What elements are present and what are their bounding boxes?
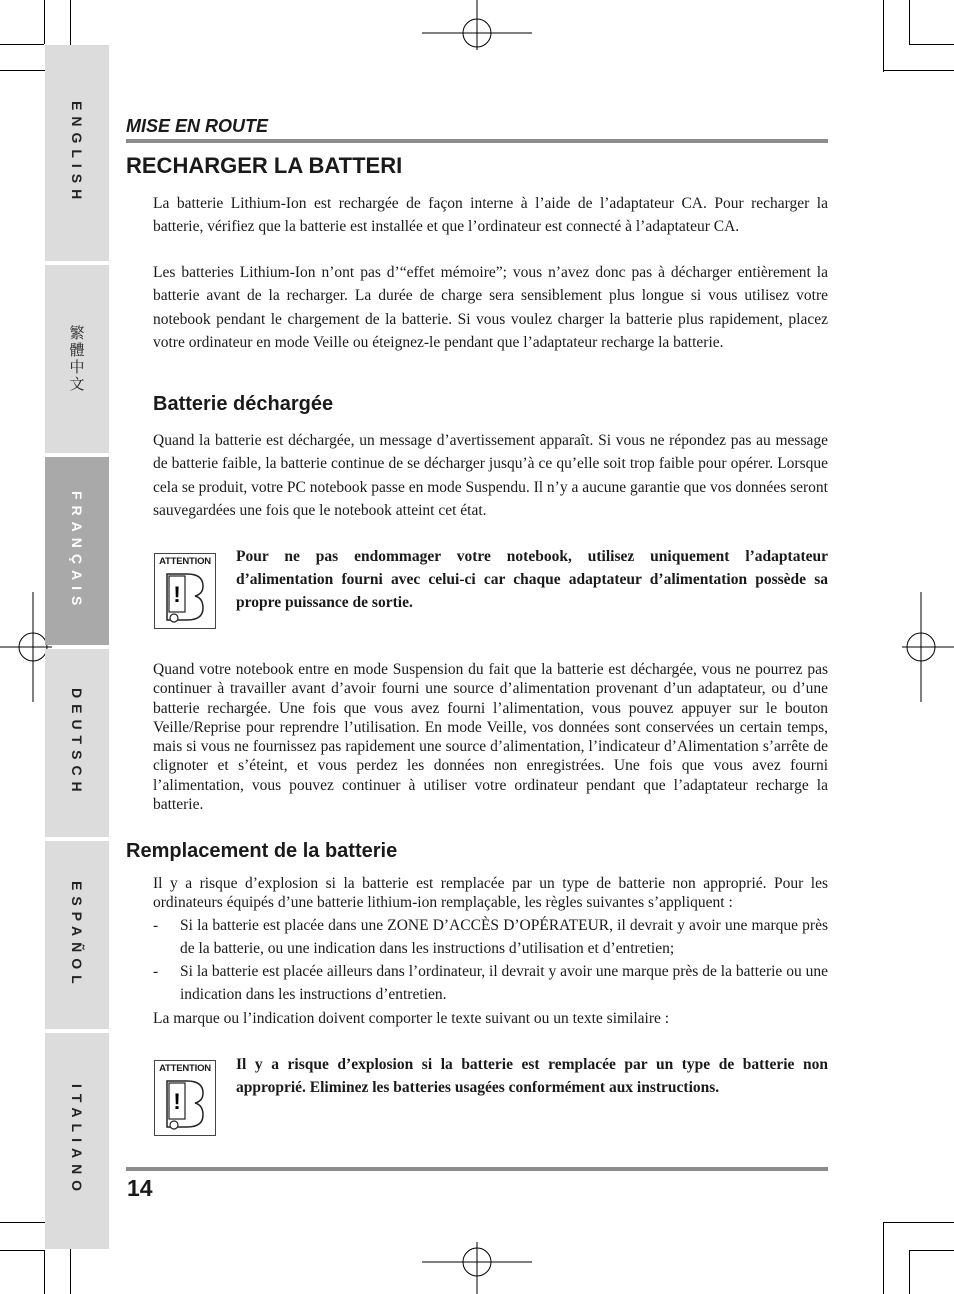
tab-deutsch[interactable]: [45, 649, 109, 837]
svg-text:!: !: [173, 1089, 181, 1114]
attention-warning-explosion: Il y a risque d’explosion si la batterie est remplacée par un type de batterie non approprié. Eliminez les batteries usagées conformément aux instructions.: [236, 1056, 828, 1096]
memory-paragraph: Les batteries Lithium-Ion n’ont pas d’“effet mémoire”; vous n’avez donc pas à décharger entièrement la batterie avant de la recharger. La durée de charge sera sensiblement plus longue si vous utilisez votre notebook pendant le chargement de la batterie. Si vous voulez charger la batterie plus rapidement, placez votre ordinateur en mode Veille ou éteignez-le pendant que l’adaptateur recharge la batterie.: [153, 264, 828, 351]
attention-icon: [154, 553, 216, 629]
tab-espanol[interactable]: [45, 841, 109, 1029]
tab-label: ESPAÑOL: [69, 880, 85, 990]
attention-label: ATTENTION: [159, 1063, 211, 1074]
bullet-dash: -: [153, 963, 159, 980]
suspend-paragraph: Quand votre notebook entre en mode Suspension du fait que la batterie est déchargée, vous ne pourrez pas continuer à travailler avant d’avoir fourni une source d’alimentation provenant d’un adaptateur, ou d’une batterie rechargée. Une fois que vous avez fourni l’alimentation, vous pouvez appuyer sur le bouton Veille/Reprise pour reprendre l’utilisation. En mode Veille, vos données sont conservées un certain temps, mais si vous ne fournissez pas rapidement une source d’alimentation, l’indicateur d’Alimentation s’arrête de clignoter et s’éteint, et vous perdez les données non enregistrées. Une fois que vous avez fourni l’alimentation, vous pouvez continuer à utiliser votre ordinateur pendant que l’adaptateur recharge la batterie.: [153, 661, 828, 814]
tab-italiano[interactable]: [45, 1033, 109, 1249]
tab-english[interactable]: [45, 45, 109, 261]
replacement-heading: Remplacement de la batterie: [126, 840, 398, 862]
header-rule: [126, 139, 828, 143]
tab-label: DEUTSCH: [69, 688, 85, 798]
running-title: MISE EN ROUTE: [126, 116, 269, 136]
bullet-text: Si la batterie est placée dans une ZONE D’ACCÈS D’OPÉRATEUR, il devrait y avoir une marque près de la batterie, ou une indication dans les instructions d’utilisation et d’entretien;: [180, 917, 828, 958]
tab-chinese[interactable]: [45, 265, 109, 453]
tab-label: 繁體中文: [67, 325, 86, 393]
discharged-paragraph: Quand la batterie est déchargée, un message d’avertissement apparaît. Si vous ne répondez pas au message de batterie faible, la batterie continue de se décharger jusqu’à ce qu’elle soit trop faible pour opérer. Lorsque cela se produit, votre PC notebook passe en mode Suspendu. Il n’y a aucune garantie que vos données seront sauvegardées une fois que le notebook atteint cet état.: [153, 432, 828, 519]
discharged-heading: Batterie déchargée: [153, 393, 334, 415]
list-item: [153, 960, 828, 1008]
svg-text:!: !: [173, 582, 181, 607]
replacement-closing: La marque ou l’indication doivent comporter le texte suivant ou un texte similaire :: [153, 1010, 670, 1027]
replacement-intro: Il y a risque d’explosion si la batterie est remplacée par un type de batterie non approprié. Pour les ordinateurs équipés d’une batterie lithium-ion remplaçable, les règles suivantes s’appliquent :: [153, 875, 828, 912]
attention-label: ATTENTION: [159, 556, 211, 567]
intro-paragraph: La batterie Lithium-Ion est rechargée de façon interne à l’aide de l’adaptateur CA. Pour recharger la batterie, vérifiez que la batterie est installée et que l’ordinateur est connecté à l’adaptateur CA.: [153, 195, 828, 236]
attention-warning-adapter: Pour ne pas endommager votre notebook, utilisez uniquement l’adaptateur d’alimentation fourni avec celui-ci car chaque adaptateur d’alimentation possède sa propre puissance de sortie.: [236, 548, 828, 611]
bullet-text: Si la batterie est placée ailleurs dans l’ordinateur, il devrait y avoir une marque près de la batterie ou une indication dans les instructions d’entretien.: [180, 963, 828, 1004]
page-number: 14: [127, 1175, 153, 1201]
tab-label: FRANÇAIS: [69, 490, 85, 612]
bullet-dash: -: [153, 917, 159, 934]
tab-label: ENGLISH: [69, 100, 85, 206]
language-sidebar: [45, 45, 109, 1249]
section-title: RECHARGER LA BATTERI: [126, 153, 403, 178]
tab-label: ITALIANO: [69, 1084, 85, 1198]
list-item: [153, 914, 828, 962]
attention-icon: [154, 1060, 216, 1136]
footer-rule: [126, 1167, 828, 1171]
tab-francais[interactable]: [45, 457, 109, 645]
